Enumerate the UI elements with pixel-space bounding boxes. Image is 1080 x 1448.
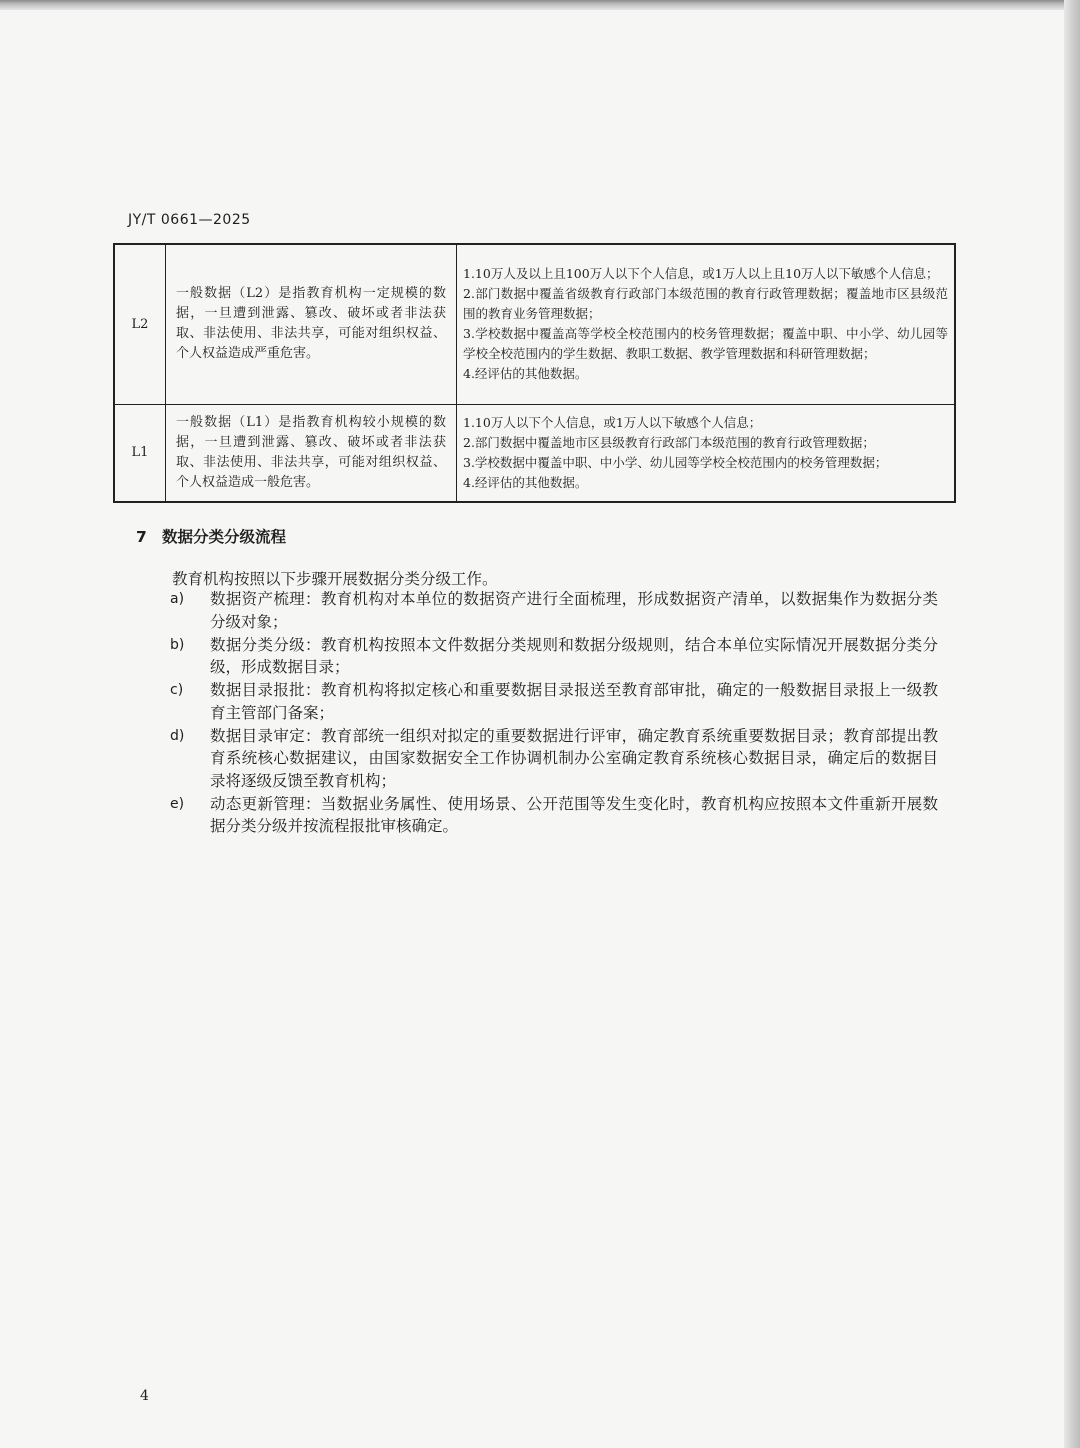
- step-marker: a): [170, 591, 185, 607]
- criteria-item: 2.部门数据中覆盖地市区县级教育行政部门本级范围的教育行政管理数据；: [463, 434, 875, 450]
- definition-cell: 一般数据（L2）是指教育机构一定规模的数据，一旦遭到泄露、篡改、破坏或者非法获取、非法使用、非法共享，可能对组织权益、个人权益造成严重危害。: [166, 244, 457, 404]
- criteria-item: 4.经评估的其他数据。: [463, 366, 588, 382]
- step-marker: d): [170, 727, 185, 744]
- data-grading-table: [113, 243, 956, 503]
- definition-cell: 一般数据（L1）是指教育机构较小规模的数据，一旦遭到泄露、篡改、破坏或者非法获取、非法使用、非法共享，可能对组织权益、个人权益造成一般危害。: [166, 404, 457, 502]
- table-row: [114, 404, 955, 502]
- table-row: [114, 244, 955, 404]
- document-page: [0, 10, 1064, 1448]
- step-text: 数据资产梳理：教育机构对本单位的数据资产进行全面梳理，形成数据资产清单，以数据集作为数据分类分级对象；: [210, 590, 938, 631]
- step-list: [170, 588, 938, 838]
- criteria-item: 3.学校数据中覆盖中职、中小学、幼儿园等学校全校范围内的校务管理数据；: [463, 454, 888, 470]
- step-text: 数据目录审定：教育部统一组织对拟定的重要数据进行评审，确定教育系统重要数据目录；教育部提出教育系统核心数据建议，由国家数据安全工作协调机制办公室确定教育系统核心数据目录，确定后的数据目录将逐级反馈至教育机构；: [210, 726, 938, 790]
- document-code: JY/T 0661—2025: [128, 212, 251, 228]
- level-cell: L1: [114, 404, 166, 502]
- list-item: [170, 725, 938, 793]
- step-marker: c): [170, 682, 184, 698]
- section-intro: 教育机构按照以下步骤开展数据分类分级工作。: [172, 570, 498, 588]
- page-number: 4: [140, 1388, 149, 1404]
- criteria-item: 2.部门数据中覆盖省级教育行政部门本级范围的教育行政管理数据；覆盖地市区县级范围的教育业务管理数据；: [463, 286, 948, 322]
- section-heading: [136, 525, 286, 547]
- step-marker: b): [170, 636, 185, 653]
- criteria-cell: [457, 244, 956, 404]
- step-text: 数据分类分级：教育机构按照本文件数据分类规则和数据分级规则，结合本单位实际情况开展数据分类分级，形成数据目录；: [210, 635, 938, 676]
- scan-right-edge: [1064, 0, 1080, 1448]
- list-item: [170, 634, 938, 679]
- criteria-item: 4.经评估的其他数据。: [463, 474, 588, 490]
- step-text: 数据目录报批：教育机构将拟定核心和重要数据目录报送至教育部审批，确定的一般数据目录报上一级教育主管部门备案；: [210, 681, 938, 722]
- level-cell: L2: [114, 244, 166, 404]
- step-text: 动态更新管理：当数据业务属性、使用场景、公开范围等发生变化时，教育机构应按照本文件重新开展数据分类分级并按流程报批审核确定。: [210, 794, 938, 835]
- scan-top-edge: [0, 0, 1080, 10]
- criteria-item: 1.10万人以下个人信息，或1万人以下敏感个人信息；: [463, 414, 762, 430]
- section-title: 数据分类分级流程: [162, 528, 287, 546]
- section-number: 7: [136, 528, 147, 546]
- list-item: [170, 679, 938, 724]
- list-item: [170, 793, 938, 838]
- list-item: [170, 588, 938, 633]
- criteria-item: 1.10万人及以上且100万人以下个人信息，或1万人以上且10万人以下敏感个人信息；: [463, 266, 939, 282]
- criteria-cell: [457, 404, 956, 502]
- step-marker: e): [170, 795, 185, 812]
- criteria-item: 3.学校数据中覆盖高等学校全校范围内的校务管理数据；覆盖中职、中小学、幼儿园等学校全校范围内的学生数据、教职工数据、教学管理数据和科研管理数据；: [463, 326, 948, 362]
